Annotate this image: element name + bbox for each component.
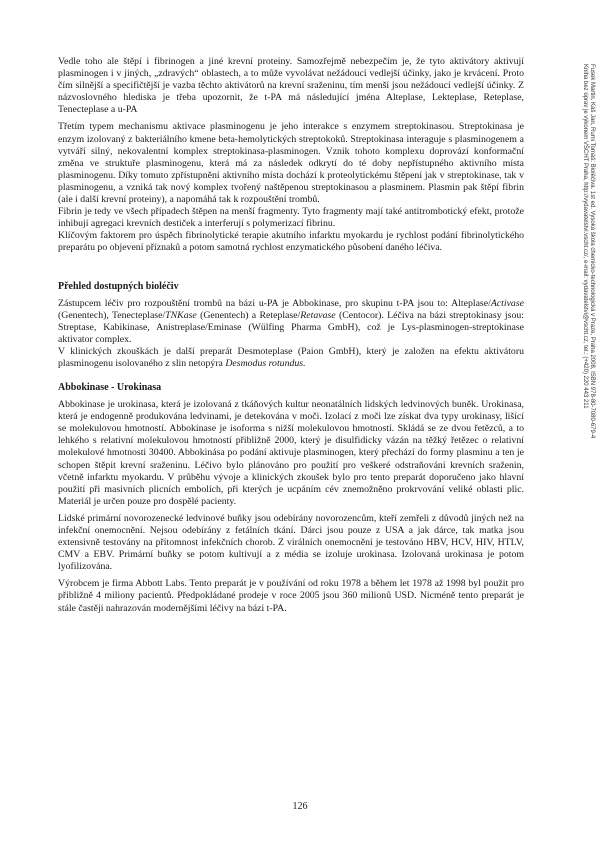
section-heading: Přehled dostupných bioléčiv [58, 280, 179, 292]
side-copyright-note [581, 64, 595, 624]
side-note-line-1: Fusek Martin, Káš Jan, Rumi Tomáš: Bioléčiva. 1st ed. Vysoká škola chemicko-technologická v Praze, Praha 2008, ISBN 978-80-7080-679-4 [589, 64, 595, 439]
italic-run: Desmodus rotundus. [225, 357, 306, 369]
paragraph: Fibrin je tedy ve všech případech štěpen na menší fragmenty. Tyto fragmenty mají také antitrombotický efekt, protože inhibují agregaci krevních destiček a interferují s polymerizací fibrinu. [58, 206, 524, 230]
paragraph [58, 298, 524, 346]
side-note-line-2: Kniha bez úprav je výkonem VŠCHT Praha, http://vydavatelstvi.vscht.cz/, e-mail: vydavatelstvi@vscht.cz, tel.: (+420) 220 443 211 [582, 64, 588, 409]
page-body [58, 56, 524, 615]
text-run: Zástupcem léčiv pro rozpouštění trombů na bázi u-PA je Abbokinase, pro skupinu t-PA jsou to: Alteplase/ [58, 297, 491, 309]
paragraph: Abbokinase je urokinasa, která je izolovaná z tkáňových kultur neonatálních lidských ledvinových buněk. Urokinasa, která je endogenně produkována ledvinami, je detekována v moči. Izolací z moči lze získat dva typy urokinasy, lišící se molekulovou hmotností. Abbokinase je isoforma s nižší molekulovou hmotností. Skládá se ze dvou řetězců, a to lehkého s relativní molekulovou hmotností přibližně 2000, který je disulfidicky vázán na těžký řetězec o relativní molekulové hmotnosti 30400. Abbokinása po podání aktivuje plasminogen, který přechází do formy plasminu a ten je schopen štěpit krevní sraženinu. Léčivo bylo plánováno pro použití pro veškeré odstraňování krevních sraženin, včetně infarktu myokardu. V průběhu vývoje a klinických zkoušek bylo pro tento preparát doporučeno jako hlavní použití při masivních plicních embolích, při kterých je ucpáním cév znemožněno prokrvování veliké oblasti plic. Materiál je určen pouze pro dospělé pacienty. [58, 399, 524, 507]
text-run: V klinických zkouškách je další preparát Desmoteplase (Paion GmbH), který je založen na efektu aktivátoru plasminogenu isolovaného z slin netopýra [58, 345, 524, 369]
paragraph [58, 346, 524, 370]
paragraph: Vedle toho ale štěpí i fibrinogen a jiné krevní proteiny. Samozřejmě nebezpečím je, že tyto aktivátory aktivují plasminogen i v jiných, „zdravých“ oblastech, a to může vyvolávat nežádoucí vedlejší účinky, jako je krvácení. Proto čím silnější a specifičtější je vazba těchto aktivátorů na krevní sraženinu, tím menší jsou nežádoucí vedlejší účinky. Z názvoslovného hlediska je třeba upozornit, že t-PA má následující jména Alteplase, Lekteplase, Reteplase, Tenecteplase a u-PA [58, 56, 524, 116]
text-run: (Genentech), Tenecteplase/ [58, 309, 166, 321]
italic-run: Activase [490, 297, 524, 309]
paragraph: Lidské primární novorozenecké ledvinové buňky jsou odebírány novorozencům, kteří zemřeli z důvodů jiných než na infekční onemocnění. Nejsou odebírány z fetálních tkání. Dárci jsou pouze z USA a jak dárce, tak matka jsou extensivně testovány na přítomnost infekčních chorob. Z virálních onemocnění je testováno HBV, HCV, HIV, HTLV, CMV a EBV. Primární buňky se potom kultivují a z média se izoluje urokinasa. Izolovaná urokinasa je potom lyofilizována. [58, 512, 524, 573]
page-number: 126 [292, 801, 308, 812]
paragraph: Klíčovým faktorem pro úspěch fibrinolytické terapie akutního infarktu myokardu je rychlost podání fibrinolytického preparátu po objevení příznaků a potom samotná rychlost enzymatického působení daného léčiva. [58, 230, 524, 254]
italic-run: TNKase [165, 309, 197, 321]
paragraph: Výrobcem je firma Abbott Labs. Tento preparát je v používání od roku 1978 a během let 1978 až 1998 byl použit pro přibližně 4 miliony pacientů. Předpokládané prodeje v roce 2005 jsou 360 milionů USD. Nicméně tento preparát je stále častěji nahrazován modernějšími léčivy na bázi t-PA. [58, 578, 524, 614]
section-heading: Abbokinase - Urokinasa [58, 382, 162, 394]
paragraph: Třetím typem mechanismu aktivace plasminogenu je jeho interakce s enzymem streptokinasou. Streptokinasa je enzym izolovaný z bakteriálního kmene beta-hemolytických streptokoků. Streptokinasa interaguje s plasminogenem a vytváří silný, nekovalentní komplex streptokinasa-plasminogen. Vznik tohoto komplexu doprovází konformační změna ve struktuře plasminogenu, která má za následek odkrytí do té doby nepřístupného aktivního místa plasminogenu. Díky tomuto zpřístupnění aktivního místa dochází k proteolytickému štěpení jak v streptokinase, tak v plasminogenu, a vzniká tak nový komplex tvořený naštěpenou streptokinasou a plasminem. Plasmin pak štěpí fibrin (ale i další krevní proteiny), a napomáhá tak k rozpouštění trombů. [58, 121, 524, 206]
italic-run: Retavase [300, 309, 336, 321]
text-run: (Centocor). Léčiva na bázi streptokinasy jsou: Streptase, Kabikinase, Anistreplase/Eminase (Wülfing Pharma GmbH), což je Lys-plasminogen-streptokinase aktivator complex. [58, 309, 524, 345]
text-run: (Genentech) a Reteplase/ [196, 309, 301, 321]
